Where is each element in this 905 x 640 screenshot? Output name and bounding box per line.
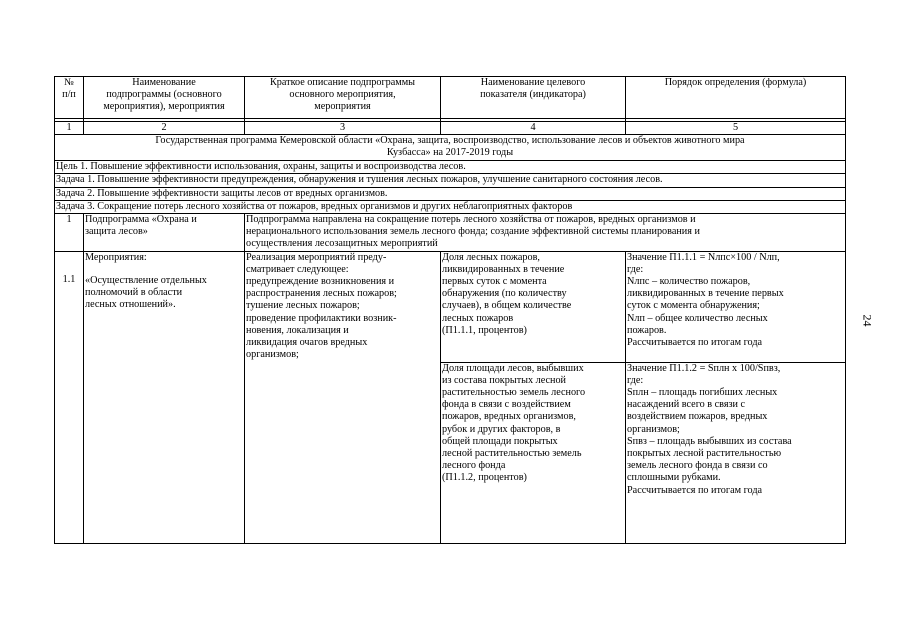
- subprogram-desc-line: нерационального использования земель лесного фонда; создание эффективной системы планирования и: [246, 226, 700, 238]
- formula-line: Sплн – площадь погибших лесных: [627, 387, 778, 399]
- formula-line: воздействием пожаров, вредных: [627, 411, 768, 423]
- formula-line: покрытых лесной растительностью: [627, 448, 782, 460]
- activity-desc-line: сматривает следующее:: [246, 263, 349, 275]
- subprogram-description: [245, 214, 846, 252]
- header-text: мероприятия: [314, 101, 371, 113]
- task-row: [55, 200, 846, 213]
- formula-line: сплошными рубками.: [627, 472, 721, 484]
- program-indicators-table: [54, 76, 846, 544]
- indicator-2-name: [441, 362, 626, 543]
- task-text: Задача 3. Сокращение потерь лесного хозяйства от пожаров, вредных организмов и других неблагоприятных факторов: [55, 200, 846, 213]
- column-number: 1: [55, 122, 84, 135]
- activity-label: Мероприятия:: [85, 251, 147, 263]
- task-row: [55, 187, 846, 200]
- formula-line: Sпвз – площадь выбывших из состава: [627, 435, 792, 447]
- activity-desc-line: проведение профилактики возник-: [246, 312, 397, 324]
- activity-desc-line: тушение лесных пожаров;: [246, 300, 360, 312]
- formula-line: Nлп – общее количество лесных: [627, 312, 768, 324]
- indicator-line: ликвидированных в течение: [442, 263, 565, 275]
- header-name: [84, 77, 245, 119]
- header-indicator: [441, 77, 626, 119]
- header-text: подпрограммы (основного: [106, 89, 222, 101]
- task-text: Задача 2. Повышение эффективности защиты лесов от вредных организмов.: [55, 187, 846, 200]
- program-title: [55, 135, 846, 161]
- program-title-row: [55, 135, 846, 161]
- column-number: 5: [626, 122, 846, 135]
- goal-text: Цель 1. Повышение эффективности использования, охраны, защиты и воспроизводства лесов.: [55, 161, 846, 174]
- indicator-line: первых суток с момента: [442, 276, 547, 288]
- header-text: п/п: [62, 89, 76, 101]
- header-description: [245, 77, 441, 119]
- activity-desc-line: предупреждение возникновения и: [246, 276, 395, 288]
- activity-row: [55, 251, 846, 362]
- header-text: Краткое описание подпрограммы: [269, 77, 416, 88]
- header-text: Порядок определения (формула): [664, 77, 807, 88]
- indicator-line: лесной растительностью земель: [442, 448, 582, 460]
- task-text: Задача 1. Повышение эффективности предупреждения, обнаружения и тушения лесных пожаров, улучшение санитарного состояния лесов.: [55, 174, 846, 187]
- indicator-line: общей площади покрытых: [442, 435, 558, 447]
- formula-line: Значение П1.1.1 = Nлпс×100 / Nлп,: [627, 251, 780, 263]
- formula-line: насаждений всего в связи с: [627, 399, 746, 411]
- indicator-line: Доля площади лесов, выбывших: [442, 362, 584, 374]
- formula-line: организмов;: [627, 423, 680, 435]
- goal-row: [55, 161, 846, 174]
- column-number: 3: [245, 122, 441, 135]
- indicator-1-name: [441, 251, 626, 362]
- activity-name-line: лесных отношений».: [85, 299, 176, 311]
- column-number: 2: [84, 122, 245, 135]
- indicator-line: Доля лесных пожаров,: [442, 251, 540, 263]
- column-number: 4: [441, 122, 626, 135]
- subprogram-desc-line: осуществления лесозащитных мероприятий: [246, 238, 438, 250]
- formula-line: Рассчитывается по итогам года: [627, 337, 763, 349]
- formula-line: суток с момента обнаружения;: [627, 300, 760, 312]
- header-formula: [626, 77, 846, 119]
- header-text: основного мероприятия,: [289, 89, 396, 101]
- indicator-line: пожаров, вредных организмов,: [442, 411, 576, 423]
- program-title-line: Государственная программа Кемеровской области «Охрана, защита, воспроизводство, использование лесов и объектов животного мира: [155, 135, 745, 147]
- formula-line: где:: [627, 263, 644, 275]
- subprogram-desc-line: Подпрограмма направлена на сокращение потерь лесного хозяйства от пожаров, вредных организмов и: [246, 214, 696, 226]
- formula-line: земель лесного фонда в связи со: [627, 460, 768, 472]
- header-num: [55, 77, 84, 119]
- activity-name-line: полномочий в области: [85, 287, 183, 299]
- program-title-line: Кузбасса» на 2017-2019 годы: [386, 147, 514, 159]
- indicator-line: лесных пожаров: [442, 312, 514, 324]
- activity-desc-line: ликвидация очагов вредных: [246, 337, 368, 349]
- header-text: Наименование целевого: [480, 77, 586, 88]
- indicator-line: (П1.1.1, процентов): [442, 324, 527, 336]
- header-text: показателя (индикатора): [480, 89, 586, 101]
- subprogram-name: [84, 214, 245, 252]
- subprogram-name-line: Подпрограмма «Охрана и: [85, 214, 197, 226]
- activity-desc-line: распространения лесных пожаров;: [246, 288, 397, 300]
- activity-num-text: 1.1: [62, 273, 76, 285]
- activity-name: [84, 251, 245, 543]
- task-row: [55, 174, 846, 187]
- indicator-line: (П1.1.2, процентов): [442, 472, 527, 484]
- indicator-line: случаев), в общем количестве: [442, 300, 572, 312]
- subprogram-num: 1: [55, 214, 84, 252]
- activity-desc-line: новения, локализация и: [246, 324, 349, 336]
- formula-line: где:: [627, 374, 644, 386]
- indicator-line: лесного фонда: [442, 460, 506, 472]
- activity-desc-line: организмов;: [246, 349, 299, 361]
- activity-desc-line: Реализация мероприятий преду-: [246, 251, 387, 263]
- subprogram-name-line: защита лесов»: [85, 226, 148, 238]
- formula-line: пожаров.: [627, 324, 667, 336]
- column-number-row: [55, 122, 846, 135]
- activity-num: [55, 251, 84, 543]
- subprogram-row: [55, 214, 846, 252]
- formula-line: Nлпс – количество пожаров,: [627, 276, 751, 288]
- indicator-line: растительностью земель лесного: [442, 387, 586, 399]
- indicator-2-formula: [626, 362, 846, 543]
- formula-line: Рассчитывается по итогам года: [627, 484, 763, 496]
- indicator-line: фонда в связи с воздействием: [442, 399, 571, 411]
- table-header-row: [55, 77, 846, 119]
- activity-name-line: «Осуществление отдельных: [85, 274, 207, 286]
- indicator-line: рубок и других факторов, в: [442, 423, 561, 435]
- page-number: 24: [860, 314, 875, 327]
- header-text: Наименование: [132, 77, 196, 88]
- formula-line: ликвидированных в течение первых: [627, 288, 784, 300]
- indicator-1-formula: [626, 251, 846, 362]
- formula-line: Значение П1.1.2 = Sплн х 100/Sпвз,: [627, 362, 781, 374]
- indicator-line: из состава покрытых лесной: [442, 374, 567, 386]
- indicator-line: обнаружения (по количеству: [442, 288, 567, 300]
- header-text: мероприятия), мероприятия: [103, 101, 225, 113]
- header-text: №: [64, 77, 74, 88]
- activity-description: [245, 251, 441, 543]
